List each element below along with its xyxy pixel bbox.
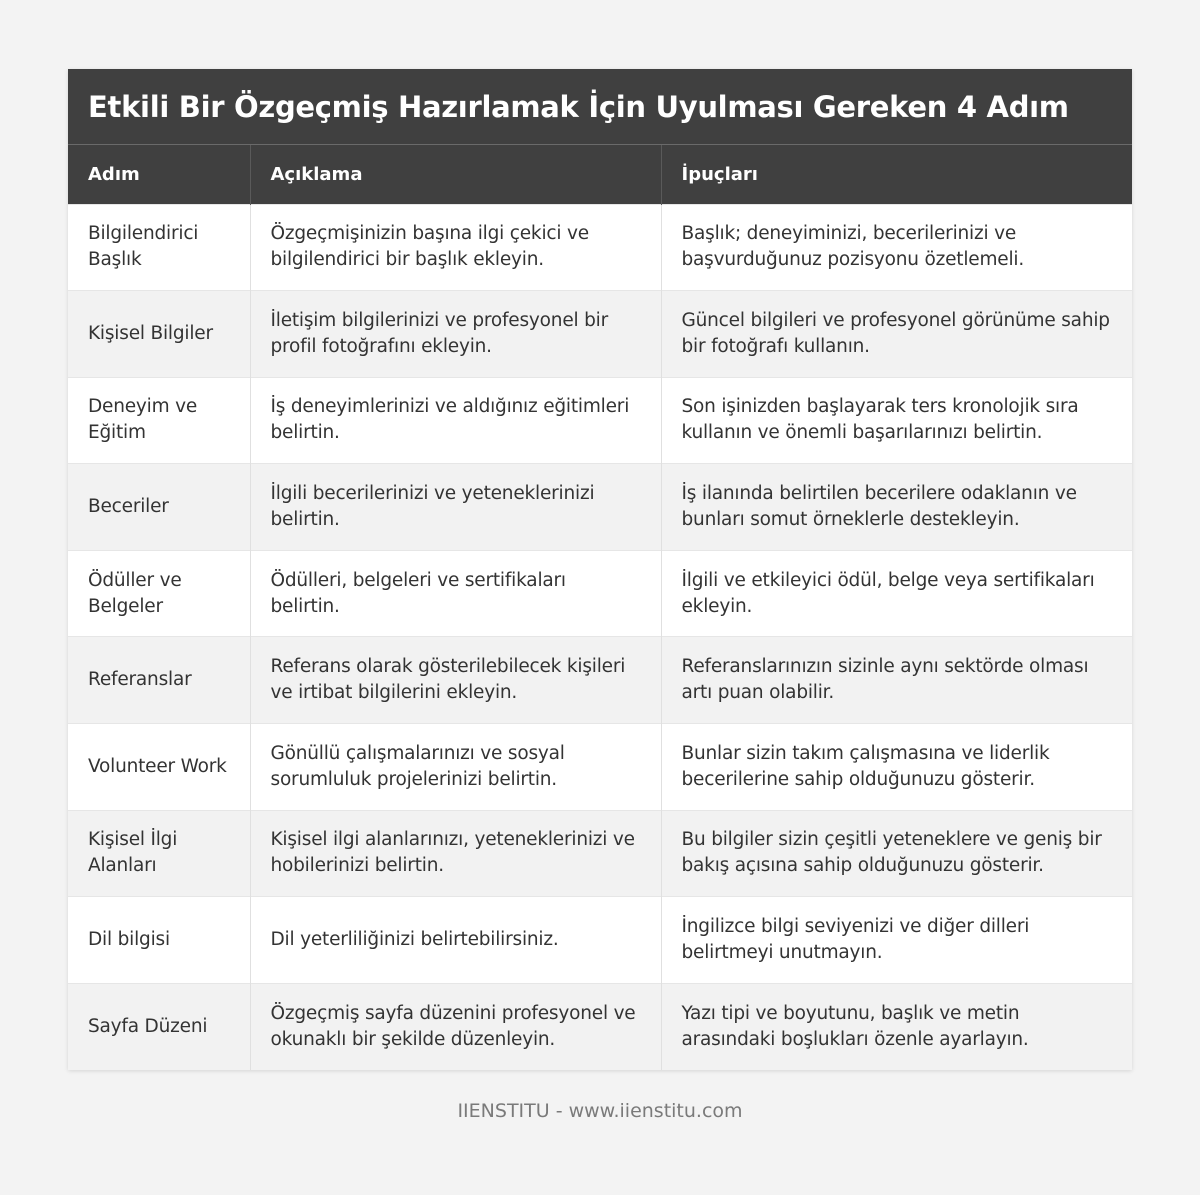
cell-tips: İngilizce bilgi seviyenizi ve diğer dilleri belirtmeyi unutmayın.: [661, 897, 1132, 984]
table-row: [68, 724, 1132, 811]
cell-step: Bilgilendirici Başlık: [68, 204, 250, 291]
cell-description: Ödülleri, belgeleri ve sertifikaları belirtin.: [250, 550, 661, 637]
cell-description: Dil yeterliliğinizi belirtebilirsiniz.: [250, 897, 661, 984]
table-title: Etkili Bir Özgeçmiş Hazırlamak İçin Uyulması Gereken 4 Adım: [68, 69, 1132, 145]
table-row: [68, 810, 1132, 897]
cell-step: Kişisel İlgi Alanları: [68, 810, 250, 897]
cell-tips: Bu bilgiler sizin çeşitli yeteneklere ve geniş bir bakış açısına sahip olduğunuzu gösterir.: [661, 810, 1132, 897]
cell-tips: Referanslarınızın sizinle aynı sektörde olması artı puan olabilir.: [661, 637, 1132, 724]
cell-description: Özgeçmiş sayfa düzenini profesyonel ve okunaklı bir şekilde düzenleyin.: [250, 983, 661, 1070]
column-header-tips: İpuçları: [661, 145, 1132, 204]
cell-description: Kişisel ilgi alanlarınızı, yeteneklerinizi ve hobilerinizi belirtin.: [250, 810, 661, 897]
table-body: [68, 204, 1132, 1070]
cell-step: Ödüller ve Belgeler: [68, 550, 250, 637]
cell-description: Özgeçmişinizin başına ilgi çekici ve bilgilendirici bir başlık ekleyin.: [250, 204, 661, 291]
table-row: [68, 983, 1132, 1070]
cell-step: Sayfa Düzeni: [68, 983, 250, 1070]
table-row: [68, 897, 1132, 984]
cell-step: Beceriler: [68, 464, 250, 551]
cell-tips: Son işinizden başlayarak ters kronolojik sıra kullanın ve önemli başarılarınızı belirtin.: [661, 377, 1132, 464]
cell-description: Referans olarak gösterilebilecek kişileri ve irtibat bilgilerini ekleyin.: [250, 637, 661, 724]
cell-step: Volunteer Work: [68, 724, 250, 811]
table-row: [68, 464, 1132, 551]
cell-step: Deneyim ve Eğitim: [68, 377, 250, 464]
cell-tips: İlgili ve etkileyici ödül, belge veya sertifikaları ekleyin.: [661, 550, 1132, 637]
cell-description: İş deneyimlerinizi ve aldığınız eğitimleri belirtin.: [250, 377, 661, 464]
cell-tips: Başlık; deneyiminizi, becerilerinizi ve başvurduğunuz pozisyonu özetlemeli.: [661, 204, 1132, 291]
steps-table: [68, 145, 1132, 1070]
cell-step: Referanslar: [68, 637, 250, 724]
cell-description: Gönüllü çalışmalarınızı ve sosyal sorumluluk projelerinizi belirtin.: [250, 724, 661, 811]
cell-description: İlgili becerilerinizi ve yeteneklerinizi belirtin.: [250, 464, 661, 551]
table-row: [68, 550, 1132, 637]
column-header-description: Açıklama: [250, 145, 661, 204]
cell-step: Dil bilgisi: [68, 897, 250, 984]
table-header: [68, 145, 1132, 204]
table-row: [68, 637, 1132, 724]
cell-tips: İş ilanında belirtilen becerilere odaklanın ve bunları somut örneklerle destekleyin.: [661, 464, 1132, 551]
table-card: [68, 69, 1132, 1070]
cell-step: Kişisel Bilgiler: [68, 291, 250, 378]
cell-tips: Yazı tipi ve boyutunu, başlık ve metin arasındaki boşlukları özenle ayarlayın.: [661, 983, 1132, 1070]
cell-description: İletişim bilgilerinizi ve profesyonel bir profil fotoğrafını ekleyin.: [250, 291, 661, 378]
cell-tips: Bunlar sizin takım çalışmasına ve liderlik becerilerine sahip olduğunuzu gösterir.: [661, 724, 1132, 811]
cell-tips: Güncel bilgileri ve profesyonel görünüme sahip bir fotoğrafı kullanın.: [661, 291, 1132, 378]
table-row: [68, 291, 1132, 378]
column-header-step: Adım: [68, 145, 250, 204]
table-row: [68, 204, 1132, 291]
footer-credit: IIENSTITU - www.iienstitu.com: [457, 1100, 743, 1122]
table-row: [68, 377, 1132, 464]
